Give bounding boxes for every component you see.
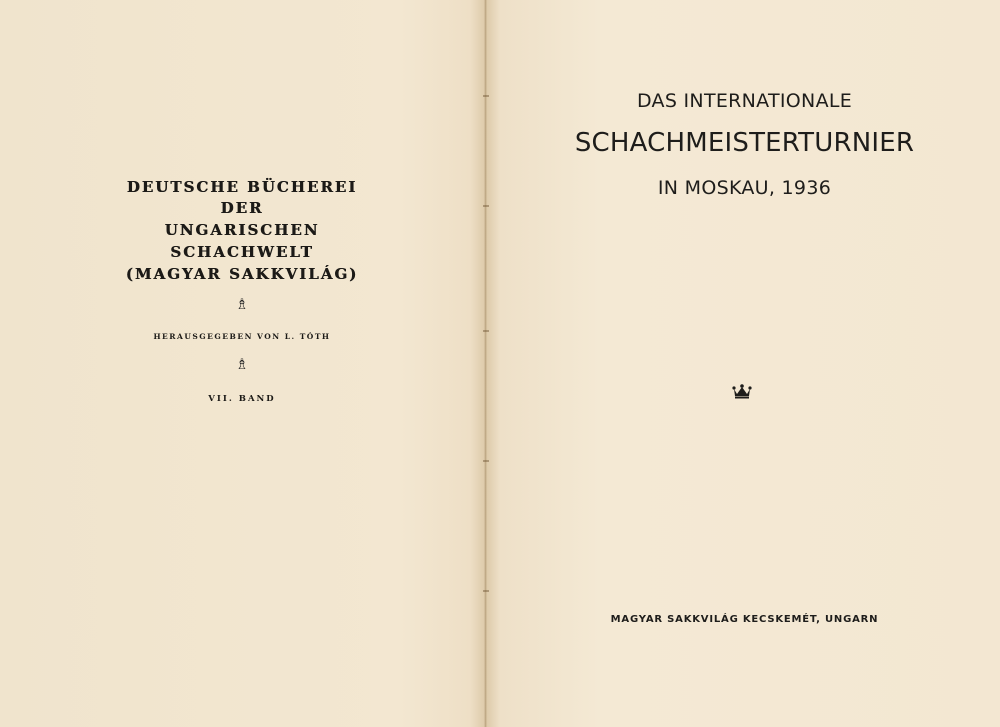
series-title-line: DEUTSCHE BÜCHEREI xyxy=(126,178,358,196)
title-line-3: IN MOSKAU, 1936 xyxy=(657,177,832,199)
title-line-2: SCHACHMEISTERTURNIER xyxy=(574,128,915,158)
crown-icon-graphic xyxy=(732,383,752,399)
left-page xyxy=(0,0,484,727)
chess-bishop-icon: ♗ xyxy=(235,295,249,313)
series-title-line: SCHACHWELT xyxy=(170,243,314,261)
publisher-line: MAGYAR SAKKVILÁG KECSKEMÉT, UNGARN xyxy=(610,614,879,625)
book-gutter xyxy=(484,0,487,727)
title-line-1: DAS INTERNATIONALE xyxy=(636,90,853,112)
volume-label: VII. BAND xyxy=(208,394,276,404)
editor-line: HERAUSGEGEBEN VON L. TÓTH xyxy=(153,332,331,341)
series-title-line: UNGARISCHEN xyxy=(164,221,320,239)
series-title-line: DER xyxy=(220,199,264,217)
series-title-line: (MAGYAR SAKKVILÁG) xyxy=(125,265,359,283)
crown-icon xyxy=(732,383,752,404)
chess-bishop-icon: ♗ xyxy=(235,355,249,373)
